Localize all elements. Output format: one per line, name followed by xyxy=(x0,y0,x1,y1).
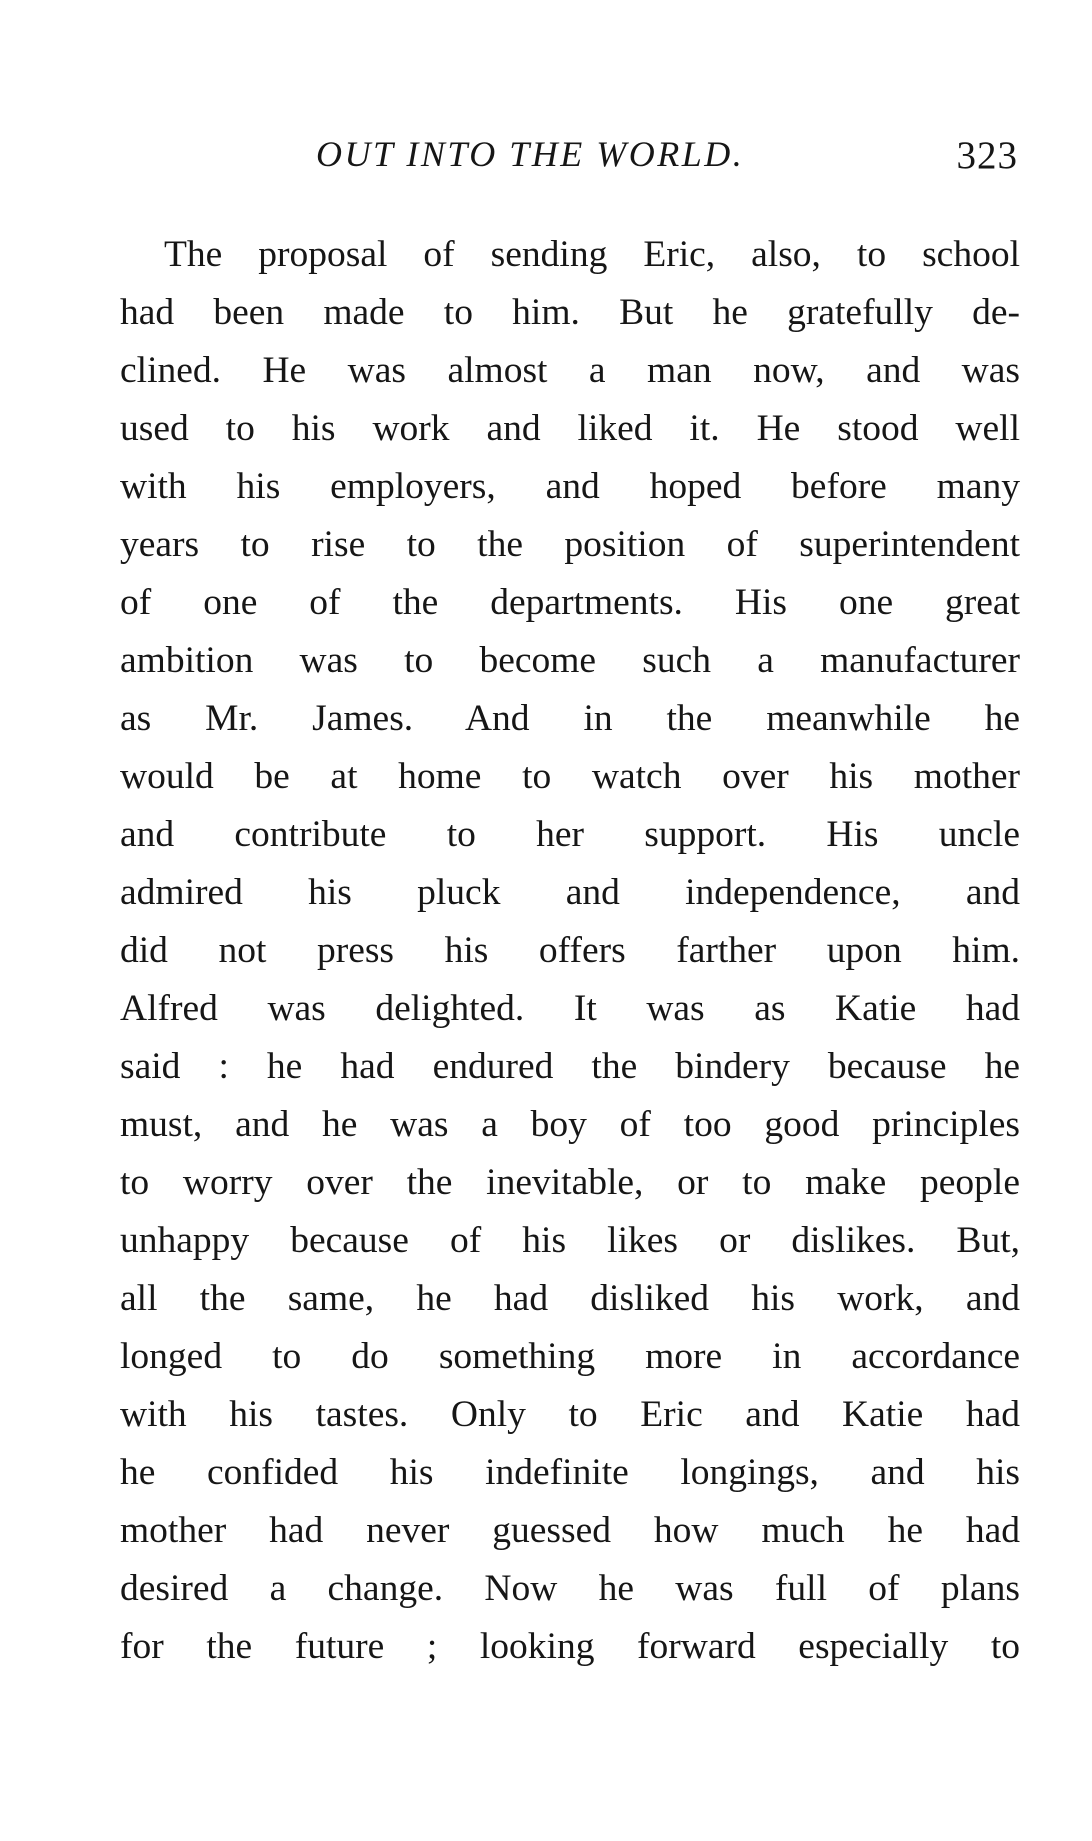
text-line: said : he had endured the bindery because he xyxy=(120,1046,1020,1087)
text-line: must, and he was a boy of too good principles xyxy=(120,1104,1020,1145)
text-line: for the future ; looking forward especially to xyxy=(120,1626,1020,1667)
text-line: clined. He was almost a man now, and was xyxy=(120,350,1020,391)
text-line: mother had never guessed how much he had xyxy=(120,1510,1020,1551)
text-line: used to his work and liked it. He stood well xyxy=(120,408,1020,449)
running-header xyxy=(120,128,1020,188)
text-line: unhappy because of his likes or dislikes. But, xyxy=(120,1220,1020,1261)
text-line: all the same, he had disliked his work, and xyxy=(120,1278,1020,1319)
text-line: did not press his offers farther upon him. xyxy=(120,930,1020,971)
text-line: with his tastes. Only to Eric and Katie had xyxy=(120,1394,1020,1435)
text-line: and contribute to her support. His uncle xyxy=(120,814,1020,855)
text-line: of one of the departments. His one great xyxy=(120,582,1020,623)
text-line: longed to do something more in accordance xyxy=(120,1336,1020,1377)
text-line: he confided his indefinite longings, and his xyxy=(120,1452,1020,1493)
running-title: OUT INTO THE WORLD. xyxy=(316,134,745,174)
text-line: Alfred was delighted. It was as Katie had xyxy=(120,988,1020,1029)
page-number: 323 xyxy=(956,134,1018,177)
text-line: would be at home to watch over his mother xyxy=(120,756,1020,797)
text-line: as Mr. James. And in the meanwhile he xyxy=(120,698,1020,739)
text-line: with his employers, and hoped before many xyxy=(120,466,1020,507)
text-line: had been made to him. But he gratefully de- xyxy=(120,292,1020,333)
text-line: years to rise to the position of superintendent xyxy=(120,524,1020,565)
text-line: admired his pluck and independence, and xyxy=(120,872,1020,913)
text-line: ambition was to become such a manufacturer xyxy=(120,640,1020,681)
text-line: The proposal of sending Eric, also, to school xyxy=(164,234,1020,275)
body-text xyxy=(120,226,1020,1676)
text-line: to worry over the inevitable, or to make people xyxy=(120,1162,1020,1203)
text-line: desired a change. Now he was full of plans xyxy=(120,1568,1020,1609)
